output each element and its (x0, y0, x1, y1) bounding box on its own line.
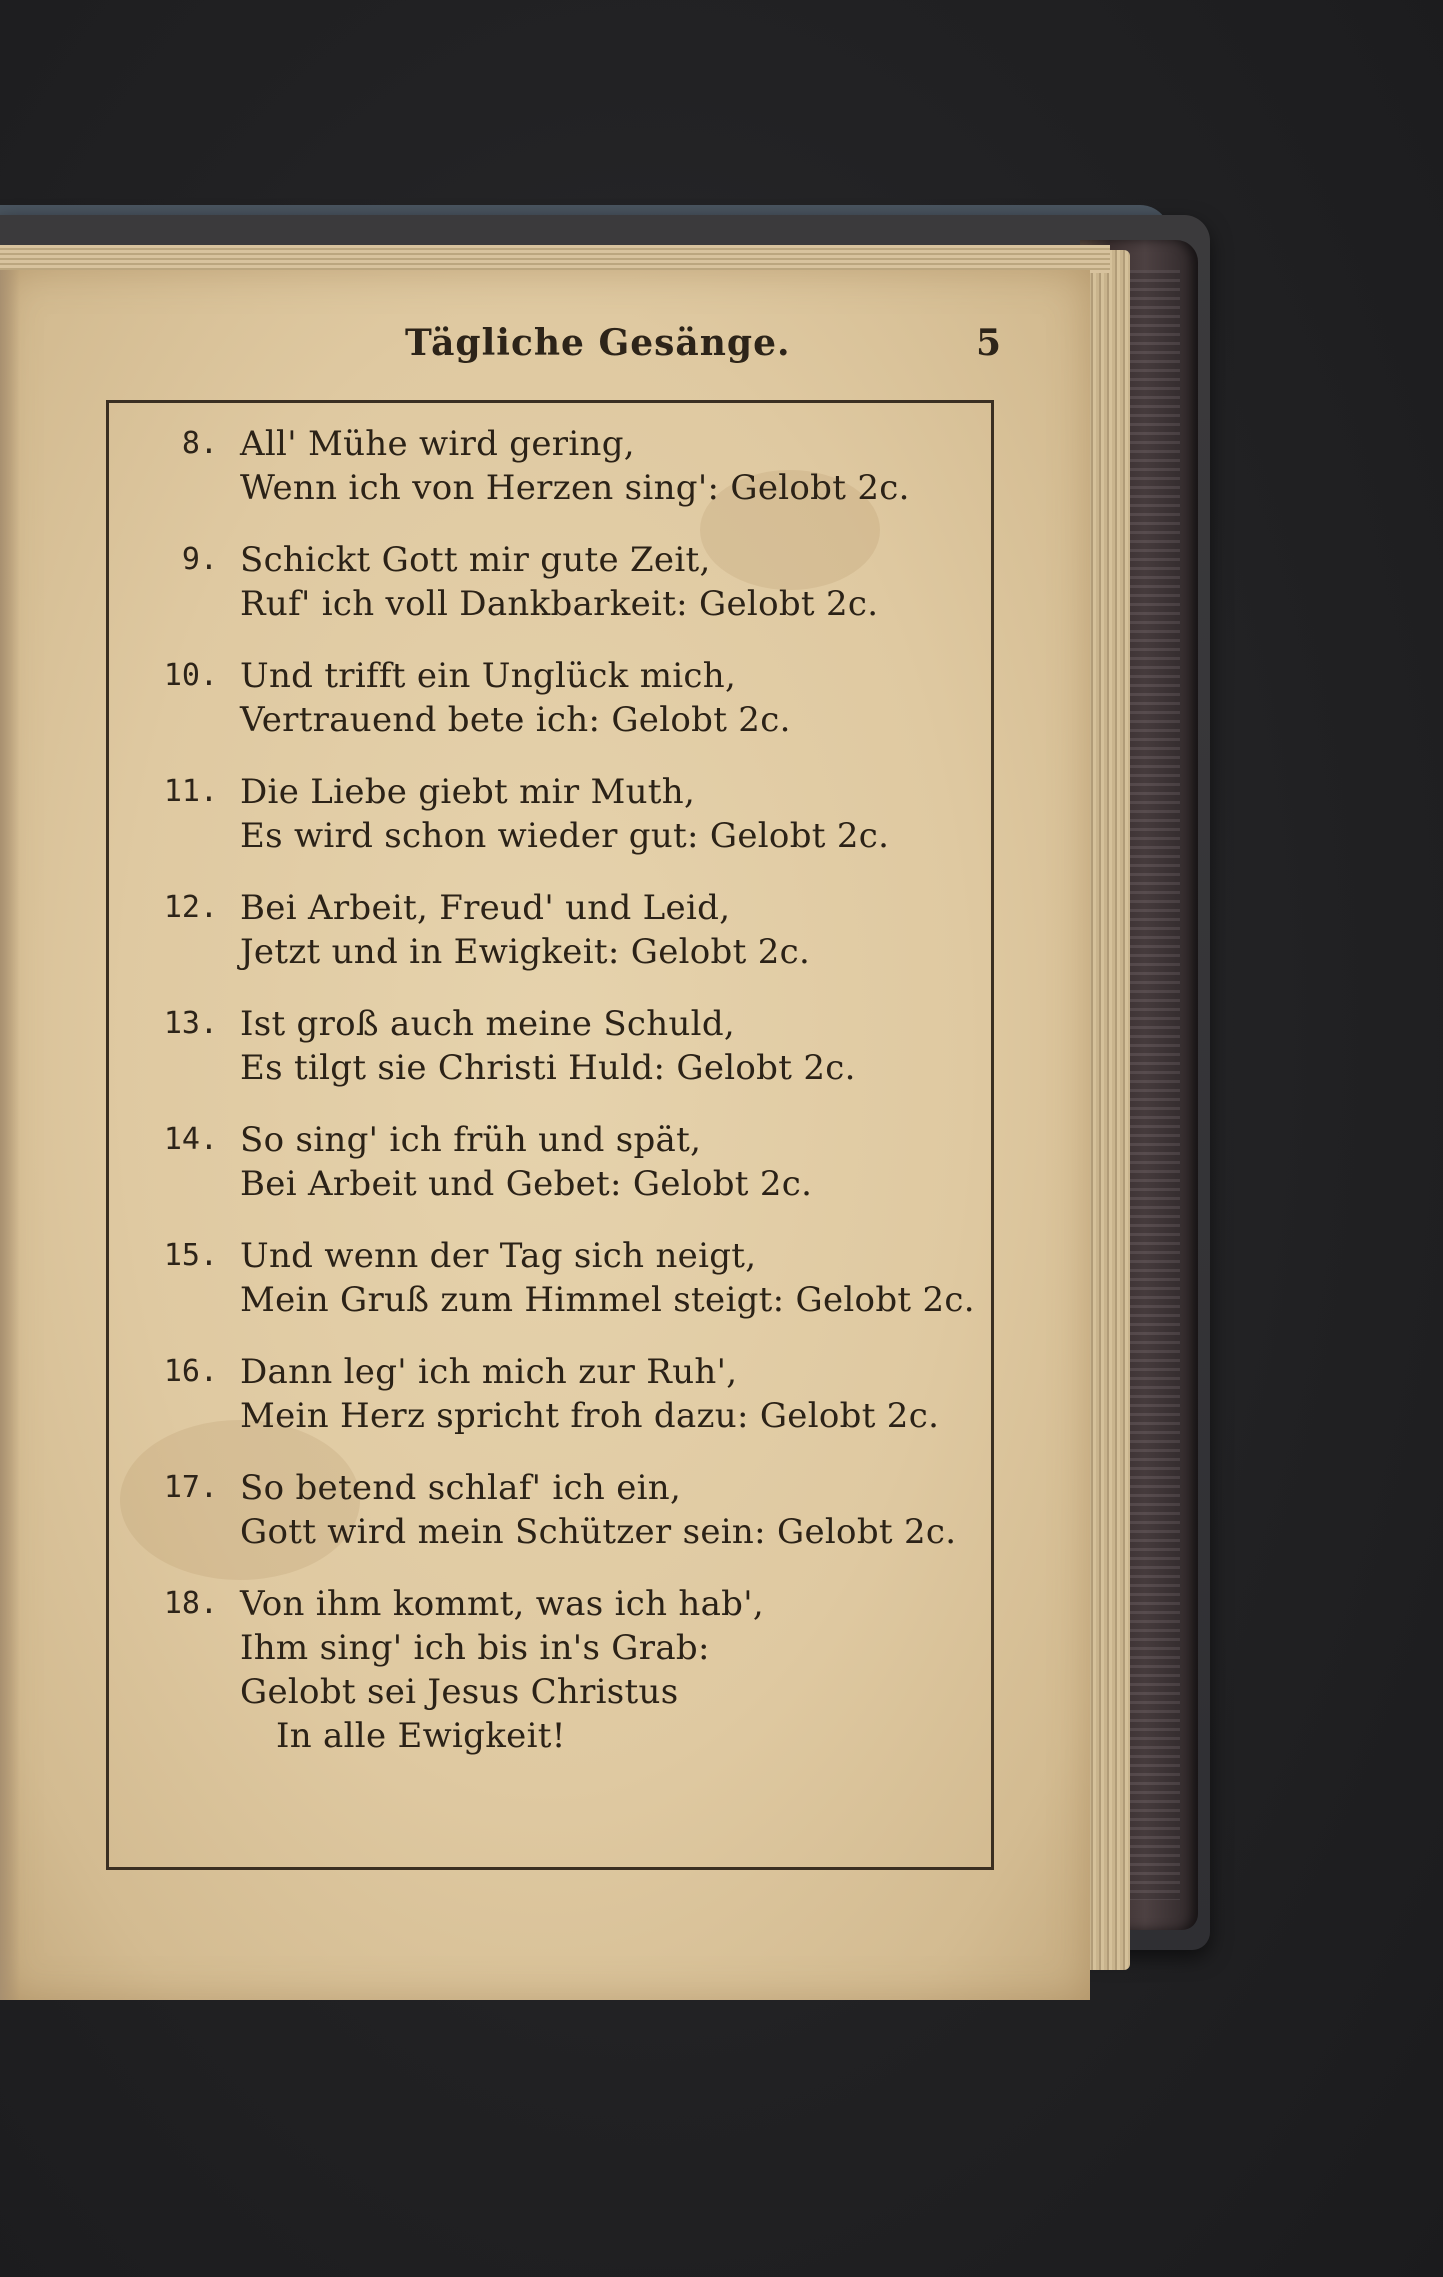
stanza (150, 1350, 970, 1466)
verse-line: Mein Herz spricht froh dazu: Gelobt 2c. (240, 1396, 940, 1436)
stanza (150, 1002, 970, 1118)
stanza-number: 15. (163, 1238, 218, 1273)
stanza-lines (240, 1234, 975, 1322)
verse-line: Ruf' ich voll Dankbarkeit: Gelobt 2c. (240, 584, 879, 624)
verse-line: Ist groß auch meine Schuld, (240, 1004, 736, 1044)
verse-line: Von ihm kommt, was ich hab', (240, 1584, 764, 1624)
stanza-lines (240, 1350, 960, 1438)
stanza-number: 13. (163, 1006, 218, 1041)
verse-line: Die Liebe giebt mir Muth, (240, 772, 696, 812)
verse-line: Ihm sing' ich bis in's Grab: (240, 1628, 710, 1668)
stanza-lines (240, 654, 960, 742)
verse-line: Es tilgt sie Christi Huld: Gelobt 2c. (240, 1048, 856, 1088)
stanza-number: 14. (163, 1122, 218, 1157)
verse-line: Jetzt und in Ewigkeit: Gelobt 2c. (240, 932, 811, 972)
verse-line: Gott wird mein Schützer sein: Gelobt 2c. (240, 1512, 957, 1552)
verse-line: Vertrauend bete ich: Gelobt 2c. (240, 700, 791, 740)
stanza-lines (240, 770, 960, 858)
verse-line: Dann leg' ich mich zur Ruh', (240, 1352, 738, 1392)
stanza-lines (240, 1466, 960, 1554)
verse-line: Wenn ich von Herzen sing': Gelobt 2c. (240, 468, 910, 508)
verse-line: Bei Arbeit und Gebet: Gelobt 2c. (240, 1164, 813, 1204)
page-gutter (0, 270, 20, 2000)
verse-line: Mein Gruß zum Himmel steigt: Gelobt 2c. (240, 1280, 975, 1320)
verse-line: Es wird schon wieder gut: Gelobt 2c. (240, 816, 890, 856)
stanza (150, 1582, 970, 1762)
stanza-number: 10. (163, 658, 218, 693)
stanza-number: 16. (163, 1354, 218, 1389)
stanza (150, 1234, 975, 1350)
stanza-list (150, 422, 975, 1842)
stanza-number: 9. (181, 542, 218, 577)
stanza (150, 770, 970, 886)
stanza (150, 1118, 970, 1234)
verse-line: Gelobt sei Jesus Christus (240, 1672, 679, 1712)
page-number: 5 (976, 322, 1002, 364)
verse-line: Und wenn der Tag sich neigt, (240, 1236, 757, 1276)
stanza (150, 886, 970, 1002)
running-head: Tägliche Gesänge. (405, 322, 791, 364)
stanza-lines (240, 422, 960, 510)
stanza (150, 538, 970, 654)
stanza (150, 422, 970, 538)
stanza-number: 12. (163, 890, 218, 925)
stanza-lines (240, 1118, 960, 1206)
verse-line: So sing' ich früh und spät, (240, 1120, 702, 1160)
verse-line: In alle Ewigkeit! (276, 1716, 566, 1756)
stanza-number: 18. (163, 1586, 218, 1621)
stanza-lines (240, 886, 960, 974)
verse-line: Und trifft ein Unglück mich, (240, 656, 737, 696)
stanza-number: 11. (163, 774, 218, 809)
stanza (150, 1466, 970, 1582)
verse-line: So betend schlaf' ich ein, (240, 1468, 682, 1508)
stanza-number: 17. (163, 1470, 218, 1505)
stanza-lines (240, 1002, 960, 1090)
stanza-lines (240, 1582, 960, 1758)
page-edges-top (0, 245, 1110, 273)
verse-line: Bei Arbeit, Freud' und Leid, (240, 888, 731, 928)
verse-line: All' Mühe wird gering, (240, 424, 635, 464)
stanza (150, 654, 970, 770)
stanza-lines (240, 538, 960, 626)
verse-line: Schickt Gott mir gute Zeit, (240, 540, 711, 580)
stanza-number: 8. (181, 426, 218, 461)
